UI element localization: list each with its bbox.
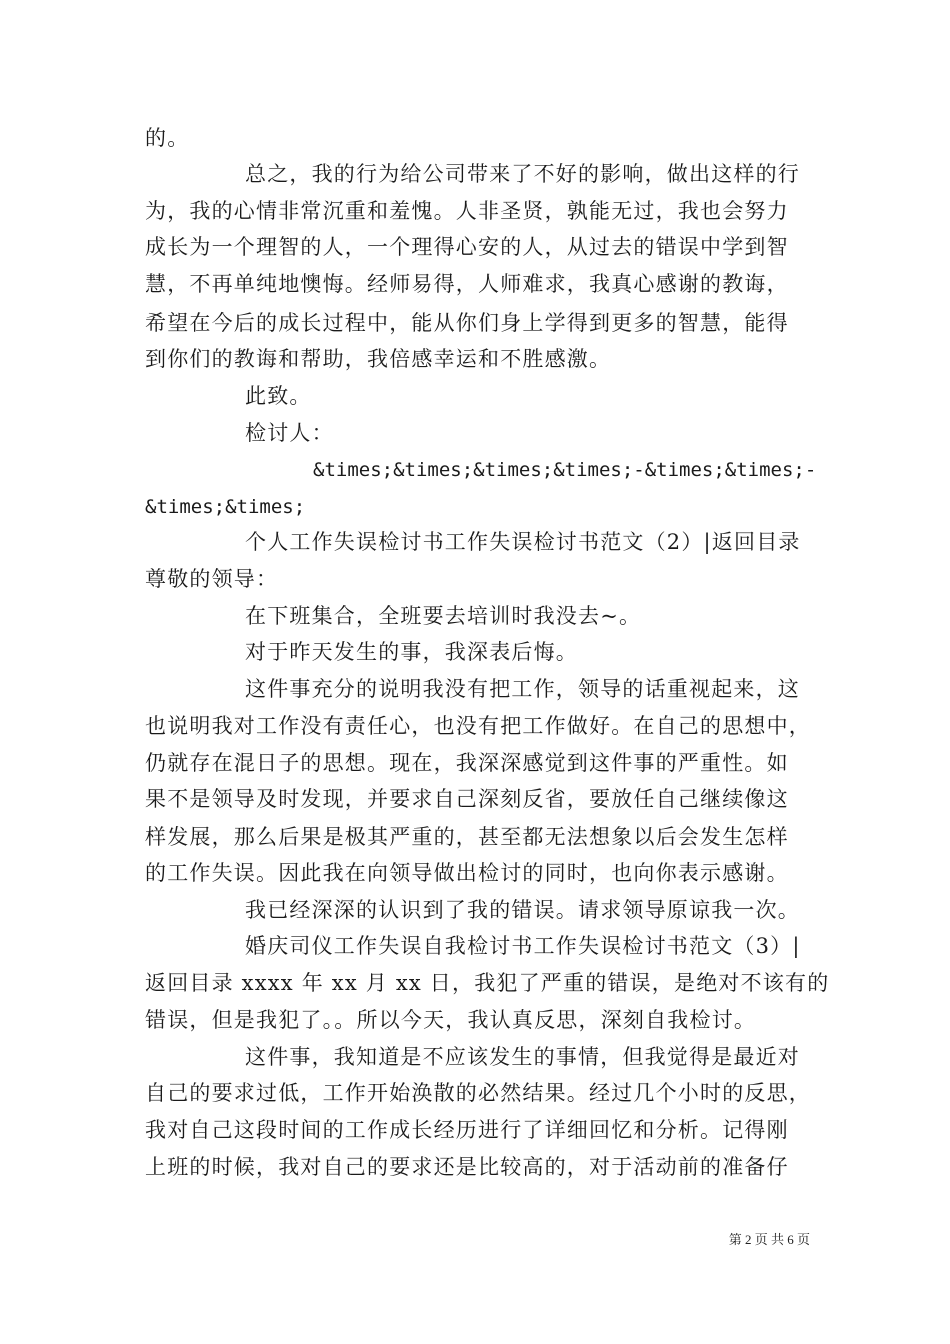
text-line: 检讨人：: [245, 421, 334, 445]
text-line: 的工作失误。因此我在向领导做出检讨的同时，也向你表示感谢。: [145, 861, 789, 885]
text-line: 的。: [145, 126, 190, 150]
text-line: &times;&times;: [145, 496, 306, 518]
section-heading: 婚庆司仪工作失误自我检讨书工作失误检讨书范文（3）|: [245, 934, 801, 958]
text-line: 上班的时候，我对自己的要求还是比较高的，对于活动前的准备仔: [145, 1155, 789, 1179]
text-line: 到你们的教诲和帮助，我倍感幸运和不胜感激。: [145, 347, 612, 371]
text-line: 希望在今后的成长过程中，能从你们身上学得到更多的智慧，能得: [145, 311, 789, 335]
text-line: 返回目录 xxxx 年 xx 月 xx 日，我犯了严重的错误，是绝对不该有的: [145, 971, 830, 995]
text-line: 慧，不再单纯地懊悔。经师易得，人师难求，我真心感谢的教诲，: [145, 272, 789, 296]
text-line: 在下班集合，全班要去培训时我没去~。: [245, 604, 642, 628]
text-line: 我对自己这段时间的工作成长经历进行了详细回忆和分析。记得刚: [145, 1118, 789, 1142]
text-line: 成长为一个理智的人，一个理得心安的人，从过去的错误中学到智: [145, 235, 789, 259]
text-line: 此致。: [245, 384, 312, 408]
text-line: 这件事充分的说明我没有把工作，领导的话重视起来，这: [245, 677, 800, 701]
text-line: 为，我的心情非常沉重和羞愧。人非圣贤，孰能无过，我也会努力: [145, 199, 789, 223]
text-line: 这件事，我知道是不应该发生的事情，但我觉得是最近对: [245, 1045, 800, 1069]
text-line: 样发展，那么后果是极其严重的，甚至都无法想象以后会发生怎样: [145, 825, 789, 849]
text-line: 尊敬的领导：: [145, 567, 279, 591]
text-line: 我已经深深的认识到了我的错误。请求领导原谅我一次。: [245, 898, 800, 922]
text-line: 错误，但是我犯了。。所以今天，我认真反思，深刻自我检讨。: [145, 1008, 757, 1032]
text-line: 果不是领导及时发现，并要求自己深刻反省，要放任自己继续像这: [145, 787, 789, 811]
text-line: 总之，我的行为给公司带来了不好的影响，做出这样的行: [245, 162, 800, 186]
text-line: &times;&times;&times;&times;-&times;&times;-: [313, 459, 817, 481]
section-heading: 个人工作失误检讨书工作失误检讨书范文（2）|返回目录: [245, 530, 801, 554]
text-line: 也说明我对工作没有责任心，也没有把工作做好。在自己的思想中，: [145, 714, 811, 738]
text-line: 自己的要求过低，工作开始涣散的必然结果。经过几个小时的反思，: [145, 1081, 811, 1105]
text-line: 仍就存在混日子的思想。现在，我深深感觉到这件事的严重性。如: [145, 751, 789, 775]
page-number-footer: 第 2 页 共 6 页: [728, 1232, 810, 1247]
text-line: 对于昨天发生的事，我深表后悔。: [245, 640, 578, 664]
